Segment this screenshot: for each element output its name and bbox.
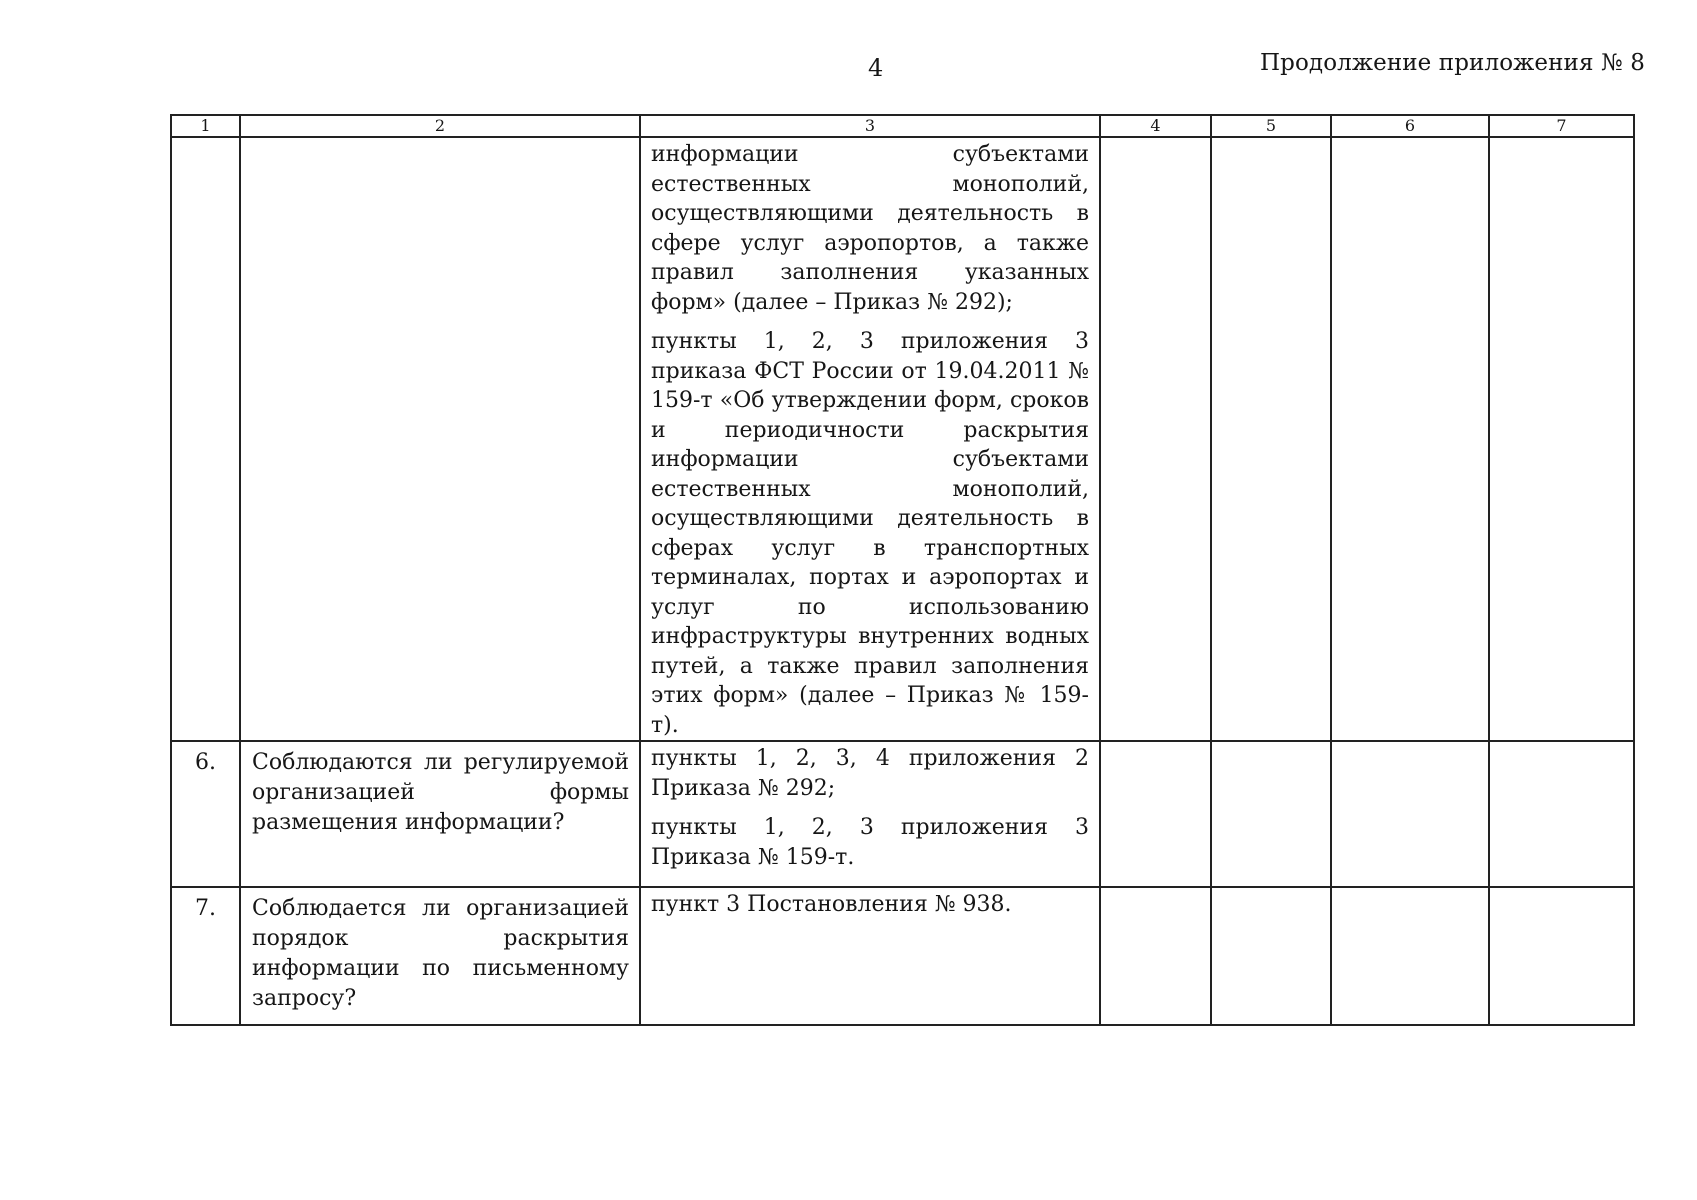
empty-cell — [1100, 741, 1211, 887]
legal-reference-cell — [640, 741, 1100, 887]
question-cell — [240, 137, 640, 741]
legal-reference-cell — [640, 137, 1100, 741]
column-header-3: 3 — [640, 115, 1100, 137]
question-cell: Соблюдаются ли регулируемой организацией формы размещения информации? — [240, 741, 640, 887]
legal-reference-cell — [640, 887, 1100, 1025]
checklist-table — [170, 114, 1635, 1026]
empty-cell — [1489, 741, 1634, 887]
table-row-6 — [171, 741, 1634, 887]
legal-reference-paragraph: информации субъектами естественных монополий, осуществляющими деятельность в сфере услуг аэропортов, а также правил заполнения указанных форм» (далее – Приказ № 292); — [651, 142, 1089, 315]
column-header-5: 5 — [1211, 115, 1331, 137]
legal-reference-paragraph: пункт 3 Постановления № 938. — [651, 892, 1012, 917]
column-header-6: 6 — [1331, 115, 1489, 137]
empty-cell — [1211, 887, 1331, 1025]
empty-cell — [1100, 137, 1211, 741]
legal-reference-paragraph: пункты 1, 2, 3, 4 приложения 2 Приказа № 292; — [651, 746, 1089, 801]
table-row-continuation — [171, 137, 1634, 741]
empty-cell — [1331, 137, 1489, 741]
column-header-2: 2 — [240, 115, 640, 137]
row-number-cell: 6. — [171, 741, 240, 887]
row-number-cell — [171, 137, 240, 741]
column-header-7: 7 — [1489, 115, 1634, 137]
continuation-label: Продолжение приложения № 8 — [1260, 50, 1645, 76]
column-number-row — [171, 115, 1634, 137]
table-row-7 — [171, 887, 1634, 1025]
column-header-1: 1 — [171, 115, 240, 137]
empty-cell — [1211, 137, 1331, 741]
empty-cell — [1331, 741, 1489, 887]
empty-cell — [1489, 137, 1634, 741]
empty-cell — [1100, 887, 1211, 1025]
page-number: 4 — [868, 54, 884, 82]
empty-cell — [1211, 741, 1331, 887]
question-cell: Соблюдается ли организацией порядок раскрытия информации по письменному запросу? — [240, 887, 640, 1025]
row-number-cell: 7. — [171, 887, 240, 1025]
legal-reference-paragraph: пункты 1, 2, 3 приложения 3 Приказа № 159-т. — [651, 815, 1089, 870]
empty-cell — [1331, 887, 1489, 1025]
empty-cell — [1489, 887, 1634, 1025]
column-header-4: 4 — [1100, 115, 1211, 137]
legal-reference-paragraph: пункты 1, 2, 3 приложения 3 приказа ФСТ России от 19.04.2011 № 159-т «Об утверждении форм, сроков и периодичности раскрытия информации субъектами естественных монополий, осуществляющими деятельность в сферах услуг в транспортных терминалах, портах и аэропортах и услуг по использованию инфраструктуры внутренних водных путей, а также правил заполнения этих форм» (далее – Приказ № 159-т). — [651, 329, 1089, 738]
